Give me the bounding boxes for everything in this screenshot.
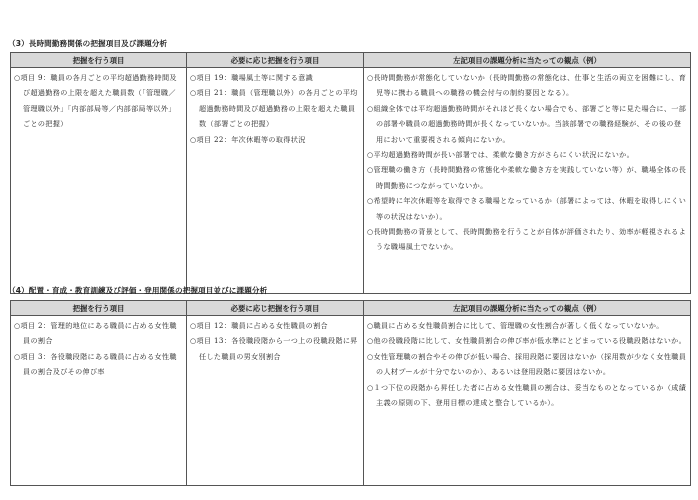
table-header-row — [11, 53, 691, 68]
section-4-title: （4）配置・育成・教育訓練及び評価・登用関係の把握項目並びに課題分析 — [8, 286, 268, 295]
list-item: ○項目 3：各役職段階にある職員に占める女性職員の割合及びその伸び率 — [14, 351, 177, 377]
list-item: ○項目 13：各役職段階から一つ上の役職段階に昇任した職員の男女別割合 — [190, 336, 358, 361]
required-items-cell — [11, 316, 187, 486]
list-item: ○希望時に年次休暇等を取得できる職場となっているか（部署によっては、休暇を取得しにくい等の状況はないか）。 — [367, 196, 687, 221]
list-item: ○項目 9：職員の各月ごとの平均超過勤務時間及び超過勤務の上限を超えた職員数（「管理職／管理職以外」「内部部局等／内部部局等以外」ごとの把握） — [14, 73, 177, 129]
optional-items-cell — [187, 68, 364, 294]
table-row — [11, 316, 691, 486]
header-required-items: 把握を行う項目 — [11, 53, 187, 68]
header-analysis-viewpoints: 左記項目の課題分析に当たっての観点（例） — [364, 53, 691, 68]
long-hours-table — [10, 52, 691, 294]
list-item: ○長時間勤務が常態化していないか（長時間勤務の常態化は、仕事と生活の両立を困難にし、育児等に携わる職員への職務の機会付与の制約要因となる）。 — [367, 73, 687, 98]
list-item: ○管理職の働き方（長時間勤務の常態化や柔軟な働き方を実践していない等）が、職場全体の長時間勤務につながっていないか。 — [367, 165, 687, 190]
list-item: ○項目 21：職員（管理職以外）の各月ごとの平均超過勤務時間及び超過勤務の上限を超えた職員数（部署ごとの把握） — [190, 88, 358, 129]
required-items-cell — [11, 68, 187, 294]
list-item: ○職員に占める女性職員割合に比して、管理職の女性割合が著しく低くなっていないか。 — [367, 321, 664, 330]
table-header-row — [11, 301, 691, 316]
header-analysis-viewpoints: 左記項目の課題分析に当たっての観点（例） — [364, 301, 691, 316]
optional-items-cell — [187, 316, 364, 486]
list-item: ○項目 22：年次休暇等の取得状況 — [190, 134, 306, 144]
list-item: ○長時間勤務の背景として、長時間勤務を行うことが自体が評価されたり、効率が軽視されるような職場風土でないか。 — [367, 227, 687, 252]
section-3-title: （3）長時間勤務関係の把握項目及び課題分析 — [8, 39, 168, 48]
header-optional-items: 必要に応じ把握を行う項目 — [187, 301, 364, 316]
table-row — [11, 68, 691, 294]
header-required-items: 把握を行う項目 — [11, 301, 187, 316]
list-item: ○他の役職段階に比して、女性職員割合の伸び率が低水準にとどまっている役職段階はないか。 — [367, 336, 687, 346]
placement-promotion-table — [10, 300, 691, 486]
list-item: ○平均超過勤務時間が長い部署では、柔軟な働き方がさらにくい状況にないか。 — [367, 150, 635, 160]
list-item: ○項目 12：職員に占める女性職員の割合 — [190, 321, 328, 330]
list-item: ○１つ下位の段階から昇任した者に占める女性職員の割合は、妥当なものとなっているか（成績主義の原則の下、登用目標の達成と整合しているか）。 — [367, 382, 687, 408]
header-optional-items: 必要に応じ把握を行う項目 — [187, 53, 364, 68]
viewpoints-cell — [364, 68, 691, 294]
list-item: ○項目 19：職場風土等に関する意識 — [190, 73, 314, 82]
list-item: ○項目 2：管理的地位にある職員に占める女性職員の割合 — [14, 321, 177, 346]
list-item: ○女性管理職の割合やその伸びが低い場合、採用段階に要因はないか（採用数が少なく女性職員の人材プールが十分でないのか）、あるいは登用段階に要因はないか。 — [367, 351, 687, 377]
list-item: ○組織全体では平均超過勤務時間がそれほど長くない場合でも、部署ごと等に見た場合に、一部の部署や職員の超過勤務時間が長くなっていないか。当該部署での職務経験が、その後の登用において重要視される傾向にないか。 — [367, 103, 687, 144]
viewpoints-cell — [364, 316, 691, 486]
